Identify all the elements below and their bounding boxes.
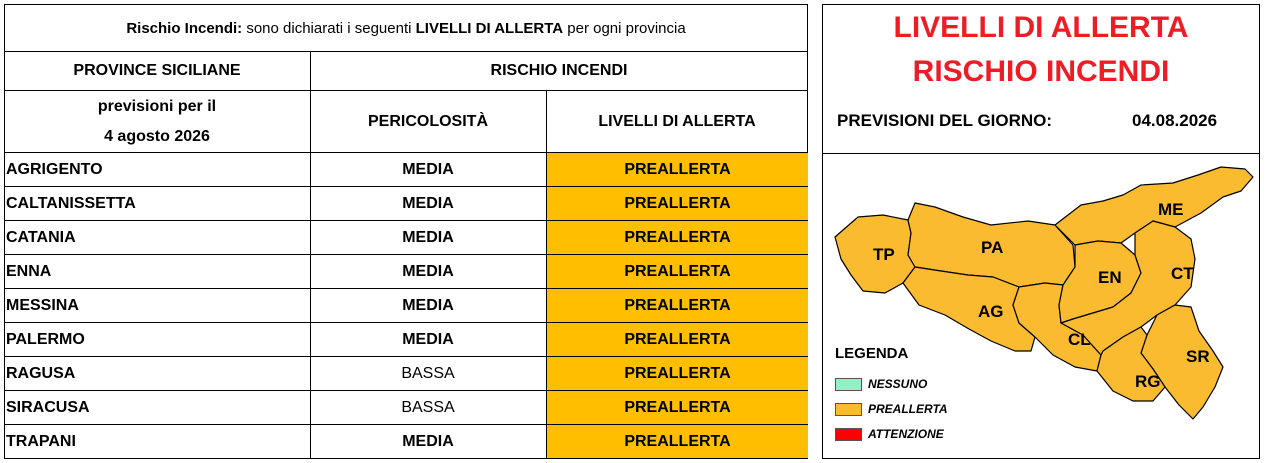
- map-label-sr: SR: [1186, 347, 1210, 366]
- province-name: PALERMO: [6, 330, 85, 348]
- panel-title-line-2: RISCHIO INCENDI: [912, 55, 1170, 88]
- alert-level-cell: PREALLERTA: [547, 221, 808, 254]
- map-label-rg: RG: [1135, 372, 1161, 391]
- alert-level-cell: PREALLERTA: [547, 153, 808, 186]
- col-alert-header: LIVELLI DI ALLERTA: [598, 112, 756, 130]
- alert-level-cell: PREALLERTA: [547, 391, 808, 424]
- province-name: SIRACUSA: [6, 398, 90, 416]
- province-name: MESSINA: [6, 296, 79, 314]
- legend-item: [835, 427, 944, 441]
- forecast-label: PREVISIONI DEL GIORNO:: [837, 111, 1053, 130]
- danger-level: MEDIA: [402, 160, 454, 178]
- caption-lead: Rischio Incendi:: [126, 19, 243, 37]
- caption-strong: LIVELLI DI ALLERTA: [415, 19, 564, 37]
- province-name: CALTANISSETTA: [6, 194, 136, 212]
- map-label-tp: TP: [873, 245, 895, 264]
- table-caption: [4, 4, 808, 52]
- legend-item: [835, 402, 948, 416]
- map-label-ag: AG: [978, 302, 1004, 321]
- danger-level: MEDIA: [402, 296, 454, 314]
- caption-tail: per ogni provincia: [563, 19, 686, 37]
- col-risk-group-header: RISCHIO INCENDI: [490, 62, 628, 79]
- forecast-date: 04.08.2026: [1132, 111, 1218, 130]
- legend-label: NESSUNO: [868, 377, 928, 391]
- col-danger-header: PERICOLOSITÀ: [367, 112, 488, 130]
- map-label-cl: CL: [1068, 330, 1091, 349]
- panel-divider: [823, 153, 1259, 154]
- legend-label: PREALLERTA: [868, 402, 948, 416]
- danger-level: MEDIA: [402, 262, 454, 280]
- danger-level: MEDIA: [402, 228, 454, 246]
- danger-level: BASSA: [401, 398, 455, 416]
- legend-swatch: [835, 428, 862, 441]
- map-label-en: EN: [1098, 268, 1122, 287]
- province-name: AGRIGENTO: [6, 160, 103, 178]
- forecast-line-1: previsioni per il: [97, 97, 217, 115]
- alert-level-cell: PREALLERTA: [547, 323, 808, 356]
- danger-level: MEDIA: [402, 194, 454, 212]
- caption-mid: sono dichiarati i seguenti: [242, 19, 416, 37]
- alert-level-cell: PREALLERTA: [547, 425, 808, 458]
- alert-level-cell: PREALLERTA: [547, 187, 808, 220]
- province-name: TRAPANI: [6, 432, 76, 450]
- alert-panel: [822, 4, 1260, 459]
- map-label-ct: CT: [1171, 264, 1194, 283]
- alert-level-cell: PREALLERTA: [547, 357, 808, 390]
- legend-swatch: [835, 378, 862, 391]
- legend-label: ATTENZIONE: [868, 427, 944, 441]
- map-label-pa: PA: [981, 238, 1004, 257]
- province-name: RAGUSA: [6, 364, 76, 382]
- legend-swatch: [835, 403, 862, 416]
- forecast-line-2: 4 agosto 2026: [104, 127, 210, 145]
- legend-title: LEGENDA: [835, 345, 909, 362]
- alert-level-cell: PREALLERTA: [547, 255, 808, 288]
- province-siracusa: [1141, 305, 1223, 419]
- danger-level: MEDIA: [402, 330, 454, 348]
- forecast-date-header: [4, 91, 310, 152]
- grid-line: [310, 90, 808, 91]
- danger-level: MEDIA: [402, 432, 454, 450]
- panel-title-line-1: LIVELLI DI ALLERTA: [893, 11, 1189, 44]
- province-name: CATANIA: [6, 228, 76, 246]
- alert-level-cell: PREALLERTA: [547, 289, 808, 322]
- danger-level: BASSA: [401, 364, 455, 382]
- alert-table: [4, 4, 808, 459]
- province-name: ENNA: [6, 262, 52, 280]
- map-label-me: ME: [1158, 200, 1184, 219]
- legend-item: [835, 377, 927, 391]
- col-province-header: PROVINCE SICILIANE: [73, 62, 241, 79]
